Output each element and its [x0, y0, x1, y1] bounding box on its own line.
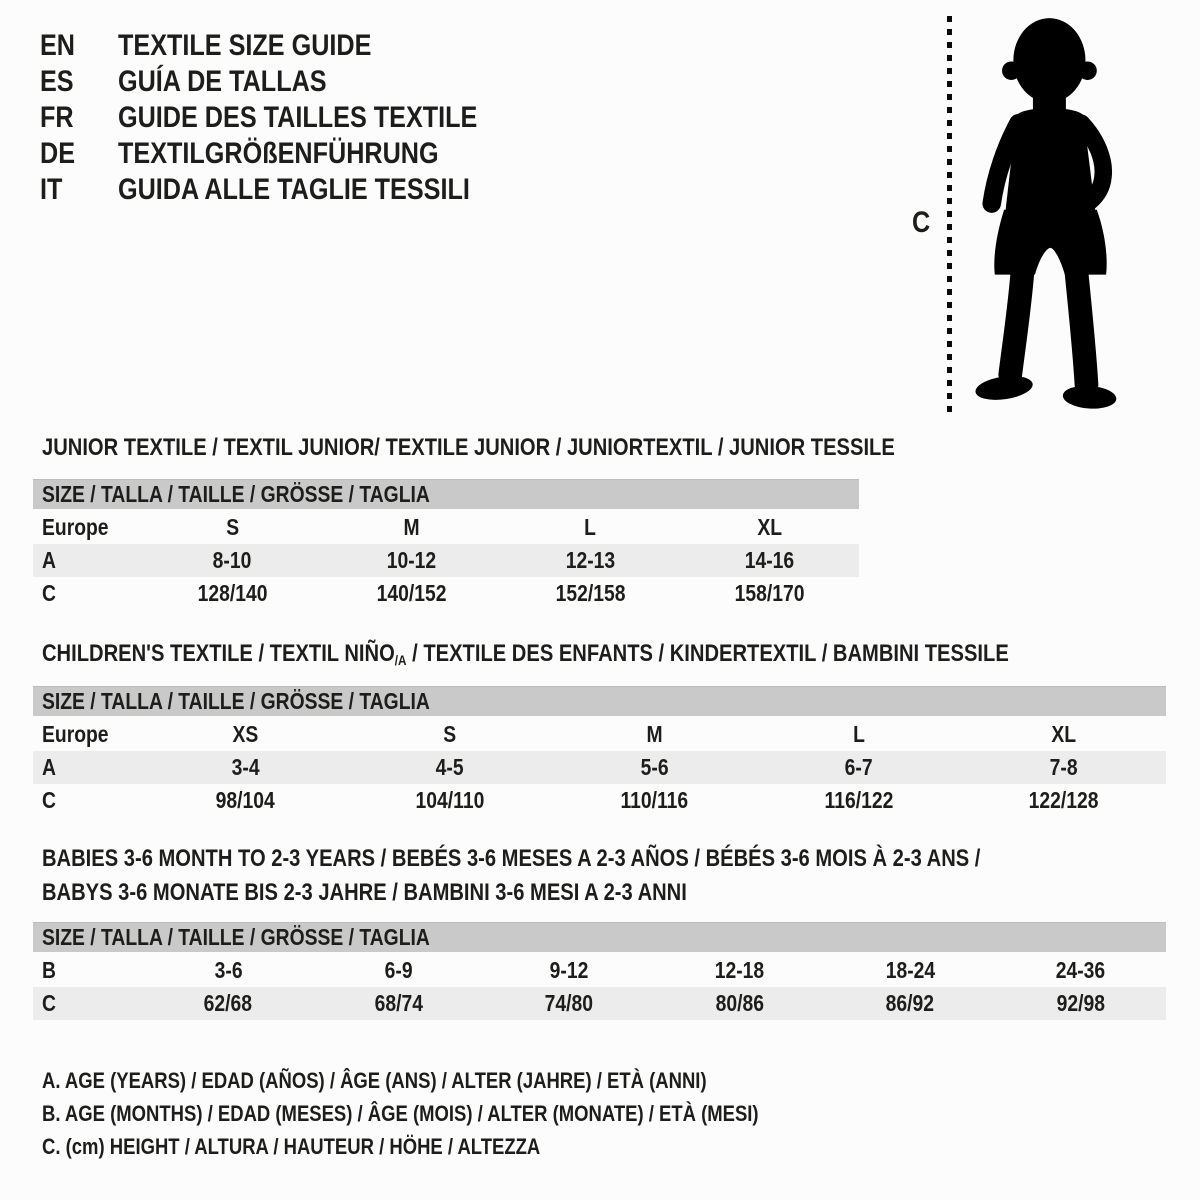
table-cell: 152/158: [555, 580, 626, 606]
table-cell: XL: [1051, 721, 1077, 747]
language-code: DE: [40, 137, 76, 170]
babies-section-title-line2: BABYS 3-6 MONATE BIS 2-3 JAHRE / BAMBINI 3-6 MESI A 2-3 ANNI: [42, 879, 687, 906]
table-row: [33, 544, 859, 577]
table-row: [33, 987, 1166, 1020]
language-code: ES: [40, 65, 74, 98]
table-row: [33, 511, 859, 544]
table-row: [33, 718, 1166, 751]
table-cell: 9-12: [549, 957, 589, 983]
size-header-bar: SIZE / TALLA / TAILLE / GRÖSSE / TAGLIA: [33, 686, 1166, 716]
table-row: [33, 784, 1166, 817]
height-measure-label: C: [912, 206, 931, 239]
junior-section-title: JUNIOR TEXTILE / TEXTIL JUNIOR/ TEXTILE JUNIOR / JUNIORTEXTIL / JUNIOR TESSILE: [42, 434, 895, 461]
nino-a-subscript: /A: [394, 652, 407, 668]
row-label: Europe: [42, 721, 109, 747]
table-cell: 128/140: [197, 580, 268, 606]
table-cell: M: [646, 721, 663, 747]
table-cell: M: [403, 514, 420, 540]
table-cell: 6-9: [384, 957, 413, 983]
legend: [42, 1064, 895, 1163]
table-row: [33, 954, 1166, 987]
table-cell: 7-8: [1049, 754, 1078, 780]
table-cell: S: [226, 514, 239, 540]
language-row: [40, 136, 546, 172]
row-label: B: [42, 957, 56, 983]
size-header-bar: SIZE / TALLA / TAILLE / GRÖSSE / TAGLIA: [33, 922, 1166, 952]
language-code: IT: [40, 173, 63, 206]
babies-size-table: [33, 922, 1166, 1020]
table-cell: 110/116: [620, 787, 689, 813]
table-cell: 104/110: [415, 787, 485, 813]
language-row: [40, 28, 546, 64]
table-cell: L: [853, 721, 865, 747]
table-cell: 140/152: [376, 580, 447, 606]
row-label: A: [42, 547, 56, 573]
table-cell: 74/80: [545, 990, 594, 1016]
table-cell: 5-6: [640, 754, 669, 780]
table-cell: 4-5: [435, 754, 464, 780]
table-cell: 12-13: [565, 547, 616, 573]
row-label: C: [42, 787, 56, 813]
language-code: EN: [40, 29, 76, 62]
table-cell: 92/98: [1056, 990, 1105, 1016]
junior-size-table: [33, 479, 859, 610]
table-cell: 116/122: [824, 787, 894, 813]
language-code: FR: [40, 101, 74, 134]
row-label: Europe: [42, 514, 109, 540]
table-cell: 18-24: [885, 957, 935, 983]
language-title: TEXTILGRÖßENFÜHRUNG: [118, 137, 439, 170]
language-title: TEXTILE SIZE GUIDE: [118, 29, 372, 62]
children-size-table: [33, 686, 1166, 817]
legend-line-b: B. AGE (MONTHS) / EDAD (MESES) / ÂGE (MOIS) / ALTER (MONATE) / ETÀ (MESI): [42, 1100, 759, 1126]
table-cell: L: [584, 514, 597, 540]
table-cell: 24-36: [1056, 957, 1106, 983]
table-cell: 14-16: [744, 547, 795, 573]
legend-line-a: A. AGE (YEARS) / EDAD (AÑOS) / ÂGE (ANS) / ALTER (JAHRE) / ETÀ (ANNI): [42, 1067, 707, 1093]
height-dotted-line: [947, 16, 952, 416]
table-cell: XS: [232, 721, 259, 747]
language-row: [40, 64, 546, 100]
table-cell: 6-7: [845, 754, 874, 780]
table-cell: 3-6: [214, 957, 243, 983]
table-cell: S: [443, 721, 457, 747]
table-row: [33, 751, 1166, 784]
babies-section-title: BABIES 3-6 MONTH TO 2-3 YEARS / BEBÉS 3-6 MESES A 2-3 AÑOS / BÉBÉS 3-6 MOIS À 2-3 ANS /: [42, 845, 981, 872]
language-list: [40, 28, 546, 208]
table-cell: 68/74: [374, 990, 423, 1016]
language-title: GUIDA ALLE TAGLIE TESSILI: [118, 173, 470, 206]
table-cell: 3-4: [231, 754, 260, 780]
language-row: [40, 172, 546, 208]
table-cell: 158/170: [734, 580, 805, 606]
table-cell: 86/92: [886, 990, 935, 1016]
table-row: [33, 577, 859, 610]
row-label: C: [42, 990, 56, 1016]
table-cell: 12-18: [715, 957, 765, 983]
table-cell: 8-10: [213, 547, 252, 573]
table-cell: 10-12: [386, 547, 437, 573]
size-header-bar: SIZE / TALLA / TAILLE / GRÖSSE / TAGLIA: [33, 479, 859, 509]
language-title: GUÍA DE TALLAS: [118, 65, 327, 98]
row-label: C: [42, 580, 56, 606]
table-cell: 80/86: [715, 990, 764, 1016]
language-row: [40, 100, 546, 136]
language-title: GUIDE DES TAILLES TEXTILE: [118, 101, 478, 134]
table-cell: 122/128: [1028, 787, 1099, 813]
table-cell: 62/68: [204, 990, 253, 1016]
row-label: A: [42, 754, 56, 780]
children-section-title: CHILDREN'S TEXTILE / TEXTIL NIÑO/A / TEXTILE DES ENFANTS / KINDERTEXTIL / BAMBINI TESSILE: [42, 640, 1009, 668]
table-cell: 98/104: [215, 787, 275, 813]
legend-line-c: C. (cm) HEIGHT / ALTURA / HAUTEUR / HÖHE / ALTEZZA: [42, 1133, 541, 1159]
table-cell: XL: [757, 514, 782, 540]
toddler-silhouette-icon: [960, 12, 1145, 424]
